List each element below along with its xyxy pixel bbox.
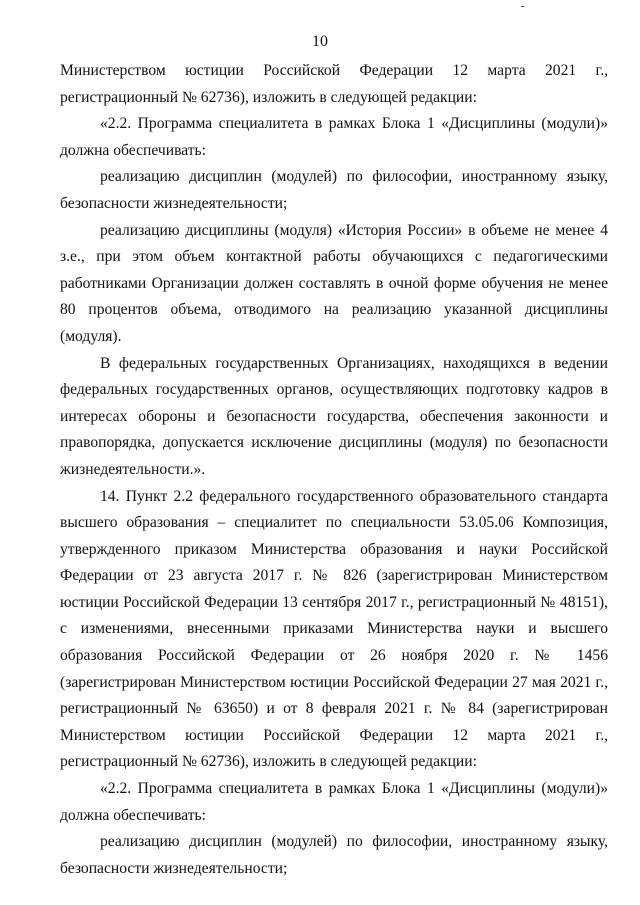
paragraph-disciplines-second: реализацию дисциплин (модулей) по философии, иностранному языку, безопасности жизнедеятельности;: [60, 833, 608, 877]
paragraph-disciplines: реализацию дисциплин (модулей) по философии, иностранному языку, безопасности жизнедеятельности;: [60, 168, 608, 212]
paragraph-history-russia: реализацию дисциплины (модуля) «История России» в объеме не менее 4 з.е., при этом объем контактной работы обучающихся с педагогическими работниками Организации должен составлять в очной форме обучения не менее 80 процентов объема, отводимого на реализацию указанной дисциплины (модуля).: [60, 221, 608, 345]
paragraph-continuation: Министерством юстиции Российской Федерации 12 марта 2021 г., регистрационный № 62736), изложить в следующей редакции:: [60, 62, 608, 106]
paragraph-quote-2-2: «2.2. Программа специалитета в рамках Блока 1 «Дисциплины (модули)» должна обеспечивать:: [60, 115, 608, 159]
paragraph-quote-2-2-second: «2.2. Программа специалитета в рамках Блока 1 «Дисциплины (модули)» должна обеспечивать:: [60, 780, 608, 824]
document-body: [60, 58, 608, 882]
scan-artifact: [521, 6, 524, 7]
paragraph-item-14: 14. Пункт 2.2 федерального государственного образовательного стандарта высшего образования – специалитет по специальности 53.05.06 Композиция, утвержденного приказом Министерства образования и науки Российской Федерации от 23 августа 2017 г. № 826 (зарегистрирован Министерством юстиции Российской Федерации 13 сентября 2017 г., регистрационный № 48151), с изменениями, внесенными приказами Министерства науки и высшего образования Российской Федерации от 26 ноября 2020 г. № 1456 (зарегистрирован Министерством юстиции Российской Федерации 27 мая 2021 г., регистрационный № 63650) и от 8 февраля 2021 г. № 84 (зарегистрирован Министерством юстиции Российской Федерации 12 марта 2021 г., регистрационный № 62736), изложить в следующей редакции:: [60, 487, 608, 771]
page-number: 10: [312, 33, 328, 50]
paragraph-federal-organizations: В федеральных государственных Организациях, находящихся в ведении федеральных государственных органов, осуществляющих подготовку кадров в интересах обороны и безопасности государства, обеспечения законности и правопорядка, допускается исключение дисциплины (модуля) по безопасности жизнедеятельности.».: [60, 354, 608, 478]
